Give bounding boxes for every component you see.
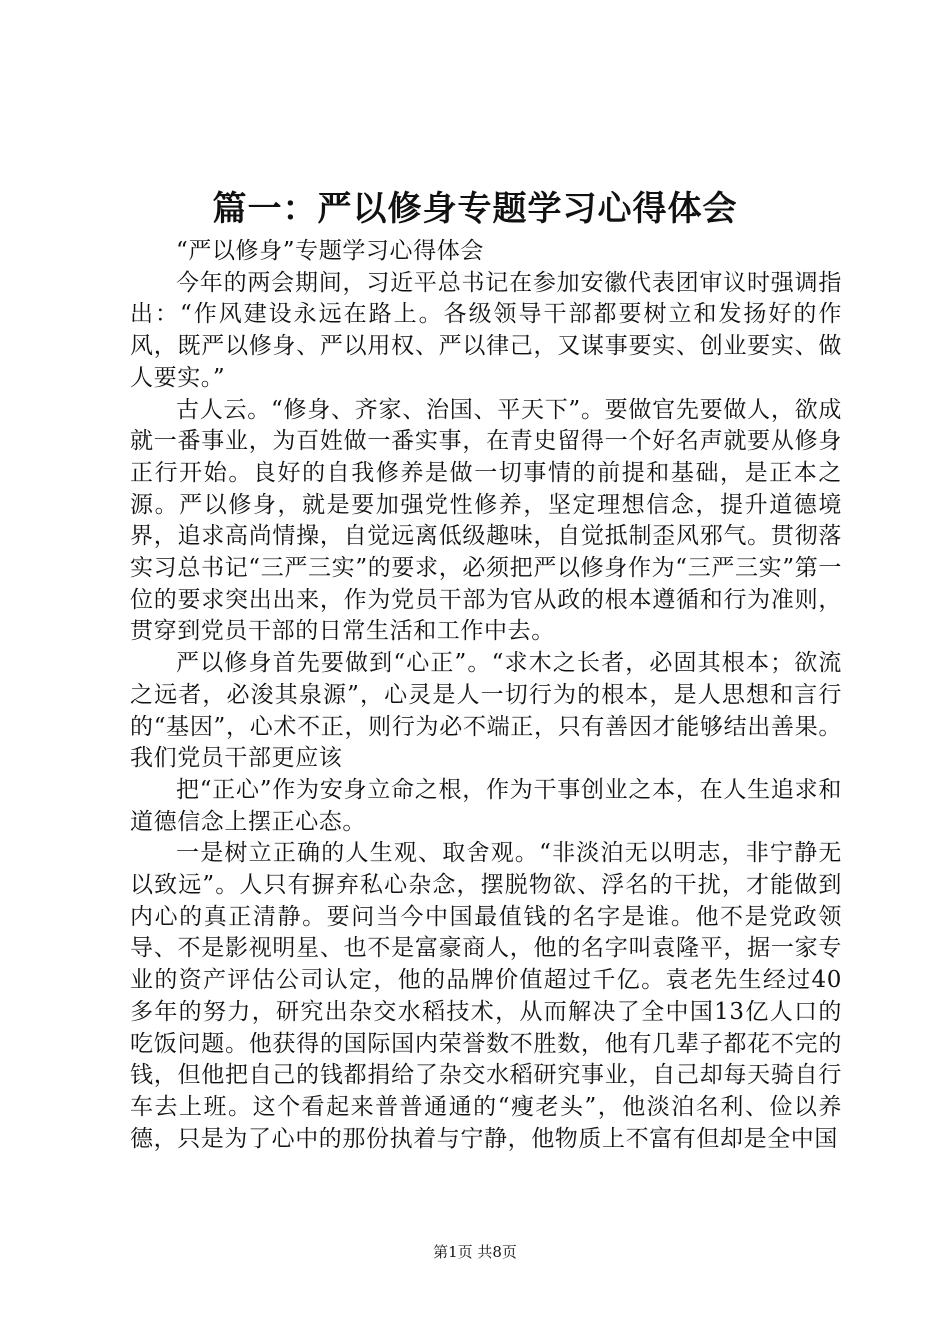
paragraph-ancient-saying: 古人云。“修身、齐家、治国、平天下”。要做官先要做人，欲成就一番事业，为百姓做一番实事，在青史留得一个好名声就要从修身正行开始。良好的自我修养是做一切事情的前提和基础，是正本之源。严以修身，就是要加强党性修养，坚定理想信念，提升道德境界，追求高尚情操，自觉远离低级趣味，自觉抵制歪风邪气。贯彻落实习总书记“三严三实”的要求，必须把严以修身作为“三严三实”第一位的要求突出出来，作为党员干部为官从政的根本遵循和行为准则，贯穿到党员干部的日常生活和工作中去。: [130, 396, 842, 645]
page-footer: 第1页 共8页: [433, 1243, 517, 1261]
paragraph-point-one: 一是树立正确的人生观、取舍观。“非淡泊无以明志，非宁静无以致远”。人只有摒弃私心杂念，摆脱物欲、浮名的干扰，才能做到内心的真正清静。要问当今中国最值钱的名字是谁。他不是党政领导、不是影视明星、也不是富豪商人，他的名字叫袁隆平，据一家专业的资产评估公司认定，他的品牌价值超过千亿。袁老先生经过40多年的努力，研究出杂交水稻技术，从而解决了全中国13亿人口的吃饭问题。他获得的国际国内荣誉数不胜数，他有几辈子都花不完的钱，但他把自己的钱都捐给了杂交水稻研究事业，自己却每天骑自行车去上班。这个看起来普普通通的“瘦老头”，他淡泊名利、俭以养德，只是为了心中的那份执着与宁静，他物质上不富有但却是全中国: [130, 840, 842, 1152]
paragraph-subtitle: “严以修身”专题学习心得体会: [176, 238, 484, 264]
paragraph-heart-upright: 严以修身首先要做到“心正”。“求木之长者，必固其根本；欲流之远者，必浚其泉源”，心灵是人一切行为的根本，是人思想和言行的“基因”，心术不正，则行为必不端正，只有善因才能够结出善果。我们党员干部更应该: [130, 650, 842, 772]
paragraph-zhengxin: 把“正心”作为安身立命之根，作为干事创业之本，在人生追求和道德信念上摆正心态。: [130, 776, 842, 835]
paragraph-intro: 今年的两会期间，习近平总书记在参加安徽代表团审议时强调指出：“作风建设永远在路上。各级领导干部都要树立和发扬好的作风，既严以修身、严以用权、严以律己，又谋事要实、创业要实、做人要实。”: [130, 269, 842, 391]
document-title: 篇一：严以修身专题学习心得体会: [212, 189, 738, 229]
document-body: [130, 236, 842, 1155]
